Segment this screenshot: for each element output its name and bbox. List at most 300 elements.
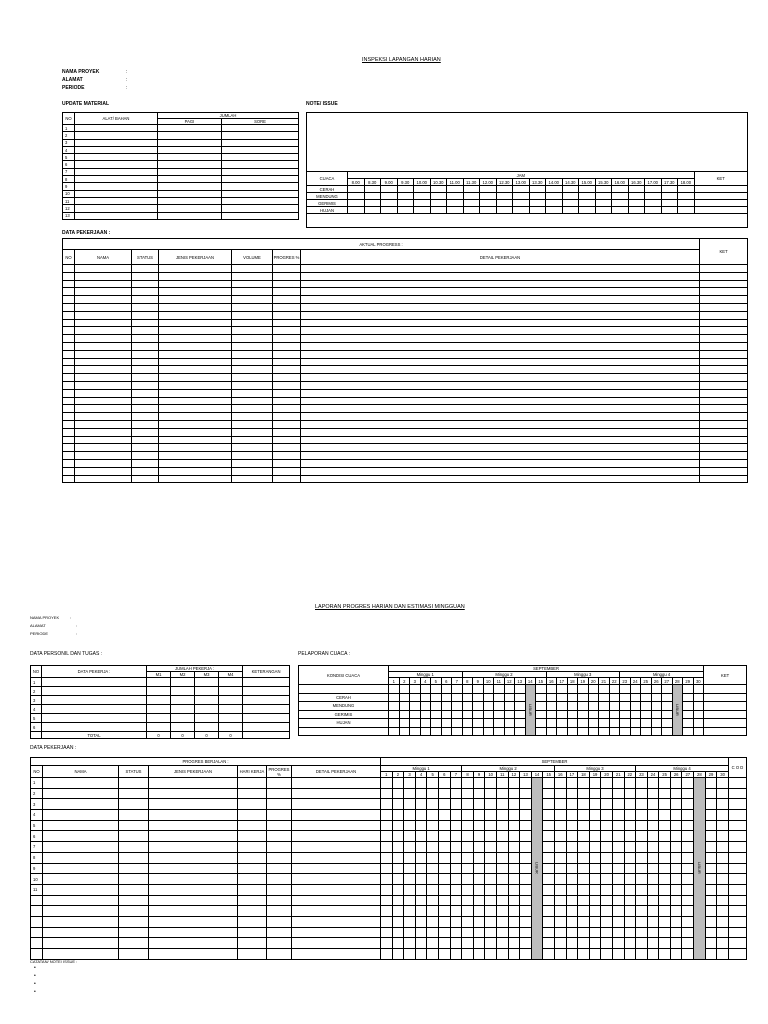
table-cell[interactable] — [546, 193, 563, 200]
table-cell[interactable] — [75, 139, 158, 146]
table-cell[interactable] — [132, 303, 159, 311]
table-cell[interactable] — [75, 397, 132, 405]
table-cell[interactable] — [554, 874, 566, 885]
table-cell[interactable] — [485, 927, 497, 938]
table-cell[interactable] — [567, 702, 578, 711]
table-cell[interactable] — [515, 685, 526, 694]
table-cell[interactable] — [661, 207, 678, 214]
table-cell[interactable] — [480, 193, 497, 200]
table-cell[interactable] — [427, 874, 439, 885]
table-cell[interactable] — [132, 319, 159, 327]
table-cell[interactable] — [149, 842, 238, 853]
table-cell[interactable] — [624, 831, 636, 842]
table-cell[interactable] — [149, 938, 238, 949]
table-cell[interactable] — [159, 381, 232, 389]
table-cell[interactable] — [43, 949, 119, 960]
table-cell[interactable] — [399, 693, 410, 702]
table-cell[interactable] — [171, 714, 195, 723]
table-cell[interactable] — [473, 778, 485, 789]
table-cell[interactable] — [63, 459, 75, 467]
table-cell[interactable] — [404, 852, 416, 863]
table-cell[interactable] — [119, 810, 149, 821]
table-cell[interactable] — [485, 916, 497, 927]
table-cell[interactable] — [678, 207, 695, 214]
table-cell[interactable] — [578, 693, 589, 702]
table-cell[interactable] — [158, 205, 222, 212]
table-cell[interactable] — [609, 710, 620, 719]
table-cell[interactable] — [566, 938, 578, 949]
table-cell[interactable] — [404, 895, 416, 906]
table-cell[interactable] — [589, 831, 601, 842]
table-cell[interactable] — [381, 916, 393, 927]
table-cell[interactable] — [364, 193, 381, 200]
table-cell[interactable] — [636, 916, 648, 927]
table-cell[interactable] — [589, 884, 601, 895]
table-cell[interactable] — [700, 342, 748, 350]
table-cell[interactable] — [158, 154, 222, 161]
table-cell[interactable] — [480, 200, 497, 207]
table-cell[interactable] — [705, 895, 717, 906]
table-cell[interactable] — [494, 710, 505, 719]
table-cell[interactable] — [292, 895, 381, 906]
table-cell[interactable] — [414, 193, 431, 200]
table-cell[interactable] — [63, 288, 75, 296]
table-cell[interactable] — [636, 778, 648, 789]
table-cell[interactable] — [219, 723, 243, 732]
table-cell[interactable] — [427, 820, 439, 831]
table-cell[interactable] — [301, 366, 700, 374]
table-cell[interactable] — [647, 842, 659, 853]
table-cell[interactable] — [119, 778, 149, 789]
table-cell[interactable] — [670, 788, 682, 799]
table-cell[interactable] — [222, 125, 299, 132]
table-cell[interactable] — [63, 467, 75, 475]
table-cell[interactable] — [473, 895, 485, 906]
table-cell[interactable] — [645, 186, 662, 193]
table-cell[interactable] — [645, 193, 662, 200]
table-cell[interactable] — [659, 863, 671, 874]
table-cell[interactable] — [410, 719, 421, 728]
table-cell[interactable] — [427, 906, 439, 917]
table-cell[interactable] — [504, 702, 515, 711]
table-cell[interactable] — [149, 874, 238, 885]
table-cell[interactable] — [515, 710, 526, 719]
table-cell[interactable] — [578, 810, 590, 821]
table-cell[interactable] — [273, 467, 301, 475]
table-cell[interactable] — [273, 319, 301, 327]
table-cell[interactable] — [578, 831, 590, 842]
table-cell[interactable] — [171, 678, 195, 687]
table-cell[interactable] — [682, 863, 694, 874]
table-cell[interactable] — [381, 799, 393, 810]
table-cell[interactable] — [694, 186, 747, 193]
table-cell[interactable] — [494, 685, 505, 694]
table-cell[interactable] — [661, 186, 678, 193]
table-cell[interactable] — [562, 207, 579, 214]
table-cell[interactable] — [473, 719, 484, 728]
table-cell[interactable] — [219, 696, 243, 705]
table-cell[interactable] — [42, 678, 147, 687]
table-cell[interactable] — [693, 727, 704, 736]
table-cell[interactable] — [452, 693, 463, 702]
table-cell[interactable] — [439, 874, 451, 885]
table-cell[interactable] — [222, 154, 299, 161]
table-cell[interactable] — [159, 288, 232, 296]
table-cell[interactable] — [159, 413, 232, 421]
table-cell[interactable] — [43, 810, 119, 821]
table-cell[interactable] — [728, 949, 746, 960]
table-cell[interactable] — [554, 820, 566, 831]
table-cell[interactable] — [392, 884, 404, 895]
table-cell[interactable] — [381, 927, 393, 938]
table-cell[interactable] — [630, 693, 641, 702]
table-cell[interactable] — [292, 842, 381, 853]
table-cell[interactable] — [543, 949, 555, 960]
table-cell[interactable] — [659, 842, 671, 853]
table-cell[interactable] — [513, 193, 530, 200]
table-cell[interactable] — [75, 265, 132, 273]
table-cell[interactable] — [132, 280, 159, 288]
table-cell[interactable] — [705, 927, 717, 938]
table-cell[interactable] — [473, 949, 485, 960]
table-cell[interactable] — [63, 420, 75, 428]
table-cell[interactable] — [267, 884, 292, 895]
table-cell[interactable] — [447, 186, 464, 193]
table-cell[interactable] — [158, 161, 222, 168]
table-cell[interactable] — [171, 723, 195, 732]
table-cell[interactable] — [700, 358, 748, 366]
table-cell[interactable] — [381, 186, 398, 193]
table-cell[interactable] — [566, 842, 578, 853]
table-cell[interactable] — [624, 884, 636, 895]
table-cell[interactable] — [222, 161, 299, 168]
table-cell[interactable] — [439, 799, 451, 810]
table-cell[interactable] — [273, 335, 301, 343]
table-cell[interactable] — [232, 475, 273, 483]
table-cell[interactable] — [557, 710, 568, 719]
table-cell[interactable] — [682, 852, 694, 863]
table-cell[interactable] — [636, 895, 648, 906]
table-cell[interactable] — [63, 366, 75, 374]
table-cell[interactable] — [620, 719, 631, 728]
table-cell[interactable] — [119, 949, 149, 960]
table-cell[interactable] — [694, 207, 747, 214]
table-cell[interactable] — [588, 685, 599, 694]
table-cell[interactable] — [222, 146, 299, 153]
table-cell[interactable] — [273, 296, 301, 304]
table-cell[interactable] — [415, 820, 427, 831]
table-cell[interactable] — [682, 820, 694, 831]
table-cell[interactable] — [75, 311, 132, 319]
table-cell[interactable] — [520, 927, 532, 938]
table-cell[interactable] — [232, 467, 273, 475]
table-cell[interactable] — [75, 366, 132, 374]
table-cell[interactable] — [647, 852, 659, 863]
table-cell[interactable] — [75, 358, 132, 366]
table-cell[interactable] — [158, 139, 222, 146]
table-cell[interactable] — [595, 186, 612, 193]
table-cell[interactable] — [682, 949, 694, 960]
table-cell[interactable] — [543, 916, 555, 927]
table-cell[interactable] — [624, 927, 636, 938]
table-cell[interactable] — [75, 190, 158, 197]
table-cell[interactable] — [392, 916, 404, 927]
table-cell[interactable] — [222, 139, 299, 146]
table-cell[interactable] — [473, 831, 485, 842]
table-cell[interactable] — [659, 884, 671, 895]
table-cell[interactable] — [159, 280, 232, 288]
table-cell[interactable] — [717, 916, 729, 927]
table-cell[interactable] — [404, 927, 416, 938]
table-cell[interactable] — [589, 938, 601, 949]
table-cell[interactable] — [159, 342, 232, 350]
table-cell[interactable] — [392, 863, 404, 874]
table-cell[interactable] — [504, 710, 515, 719]
table-cell[interactable] — [717, 852, 729, 863]
table-cell[interactable] — [578, 719, 589, 728]
table-cell[interactable] — [243, 723, 290, 732]
table-cell[interactable] — [628, 207, 645, 214]
table-cell[interactable] — [63, 475, 75, 483]
table-cell[interactable] — [159, 265, 232, 273]
table-cell[interactable] — [659, 895, 671, 906]
table-cell[interactable] — [636, 906, 648, 917]
table-cell[interactable] — [348, 200, 365, 207]
table-cell[interactable] — [75, 420, 132, 428]
table-cell[interactable] — [301, 335, 700, 343]
table-cell[interactable] — [348, 207, 365, 214]
table-cell[interactable] — [589, 852, 601, 863]
table-cell[interactable] — [578, 884, 590, 895]
table-cell[interactable] — [149, 778, 238, 789]
table-cell[interactable] — [670, 874, 682, 885]
table-cell[interactable] — [670, 906, 682, 917]
table-cell[interactable] — [589, 906, 601, 917]
table-cell[interactable] — [301, 272, 700, 280]
table-cell[interactable] — [647, 831, 659, 842]
table-cell[interactable] — [301, 350, 700, 358]
table-cell[interactable] — [520, 863, 532, 874]
table-cell[interactable] — [348, 193, 365, 200]
table-cell[interactable] — [508, 884, 520, 895]
table-cell[interactable] — [682, 831, 694, 842]
table-cell[interactable] — [63, 381, 75, 389]
table-cell[interactable] — [462, 852, 474, 863]
table-cell[interactable] — [624, 778, 636, 789]
table-cell[interactable] — [420, 685, 431, 694]
table-cell[interactable] — [612, 831, 624, 842]
table-cell[interactable] — [624, 906, 636, 917]
table-cell[interactable] — [415, 916, 427, 927]
table-cell[interactable] — [238, 799, 267, 810]
table-cell[interactable] — [381, 884, 393, 895]
table-cell[interactable] — [243, 678, 290, 687]
table-cell[interactable] — [43, 863, 119, 874]
table-cell[interactable] — [222, 176, 299, 183]
table-cell[interactable] — [450, 906, 462, 917]
table-cell[interactable] — [546, 693, 557, 702]
table-cell[interactable] — [75, 436, 132, 444]
table-cell[interactable] — [536, 719, 547, 728]
table-cell[interactable] — [267, 916, 292, 927]
table-cell[interactable] — [232, 327, 273, 335]
table-cell[interactable] — [462, 810, 474, 821]
table-cell[interactable] — [75, 132, 158, 139]
table-cell[interactable] — [273, 280, 301, 288]
table-cell[interactable] — [599, 685, 610, 694]
table-cell[interactable] — [578, 820, 590, 831]
table-cell[interactable] — [267, 927, 292, 938]
table-cell[interactable] — [728, 831, 746, 842]
table-cell[interactable] — [636, 863, 648, 874]
table-cell[interactable] — [392, 820, 404, 831]
table-cell[interactable] — [662, 719, 673, 728]
table-cell[interactable] — [728, 842, 746, 853]
table-cell[interactable] — [450, 799, 462, 810]
table-cell[interactable] — [232, 358, 273, 366]
table-cell[interactable] — [238, 831, 267, 842]
table-cell[interactable] — [292, 810, 381, 821]
table-cell[interactable] — [171, 705, 195, 714]
table-cell[interactable] — [63, 452, 75, 460]
table-cell[interactable] — [485, 788, 497, 799]
table-cell[interactable] — [292, 788, 381, 799]
table-cell[interactable] — [420, 719, 431, 728]
table-cell[interactable] — [520, 938, 532, 949]
table-cell[interactable] — [43, 874, 119, 885]
table-cell[interactable] — [75, 288, 132, 296]
table-cell[interactable] — [473, 710, 484, 719]
table-cell[interactable] — [601, 949, 613, 960]
table-cell[interactable] — [63, 405, 75, 413]
table-cell[interactable] — [612, 852, 624, 863]
table-cell[interactable] — [496, 799, 508, 810]
table-cell[interactable] — [566, 799, 578, 810]
table-cell[interactable] — [636, 831, 648, 842]
table-cell[interactable] — [232, 444, 273, 452]
table-cell[interactable] — [420, 710, 431, 719]
table-cell[interactable] — [431, 727, 442, 736]
table-cell[interactable] — [620, 693, 631, 702]
table-cell[interactable] — [543, 874, 555, 885]
table-cell[interactable] — [636, 884, 648, 895]
table-cell[interactable] — [670, 820, 682, 831]
table-cell[interactable] — [158, 212, 222, 219]
table-cell[interactable] — [473, 810, 485, 821]
table-cell[interactable] — [612, 949, 624, 960]
table-cell[interactable] — [589, 820, 601, 831]
table-cell[interactable] — [473, 916, 485, 927]
table-cell[interactable] — [630, 702, 641, 711]
table-cell[interactable] — [578, 727, 589, 736]
table-cell[interactable] — [624, 938, 636, 949]
table-cell[interactable] — [612, 938, 624, 949]
table-cell[interactable] — [43, 938, 119, 949]
table-cell[interactable] — [508, 906, 520, 917]
table-cell[interactable] — [159, 374, 232, 382]
table-cell[interactable] — [381, 895, 393, 906]
table-cell[interactable] — [452, 719, 463, 728]
table-cell[interactable] — [292, 916, 381, 927]
table-cell[interactable] — [447, 207, 464, 214]
table-cell[interactable] — [232, 389, 273, 397]
table-cell[interactable] — [439, 884, 451, 895]
table-cell[interactable] — [273, 311, 301, 319]
table-cell[interactable] — [441, 719, 452, 728]
table-cell[interactable] — [450, 778, 462, 789]
table-cell[interactable] — [659, 874, 671, 885]
table-cell[interactable] — [624, 799, 636, 810]
table-cell[interactable] — [132, 350, 159, 358]
table-cell[interactable] — [238, 852, 267, 863]
table-cell[interactable] — [601, 820, 613, 831]
table-cell[interactable] — [427, 842, 439, 853]
table-cell[interactable] — [222, 132, 299, 139]
table-cell[interactable] — [546, 685, 557, 694]
table-cell[interactable] — [700, 420, 748, 428]
table-cell[interactable] — [159, 459, 232, 467]
table-cell[interactable] — [543, 842, 555, 853]
table-cell[interactable] — [119, 788, 149, 799]
table-cell[interactable] — [301, 444, 700, 452]
table-cell[interactable] — [399, 685, 410, 694]
table-cell[interactable] — [450, 863, 462, 874]
table-cell[interactable] — [397, 193, 414, 200]
table-cell[interactable] — [75, 154, 158, 161]
table-cell[interactable] — [700, 296, 748, 304]
table-cell[interactable] — [567, 710, 578, 719]
table-cell[interactable] — [132, 288, 159, 296]
table-cell[interactable] — [389, 702, 400, 711]
table-cell[interactable] — [543, 927, 555, 938]
table-cell[interactable] — [543, 863, 555, 874]
table-cell[interactable] — [441, 693, 452, 702]
table-cell[interactable] — [628, 193, 645, 200]
table-cell[interactable] — [292, 938, 381, 949]
table-cell[interactable] — [243, 705, 290, 714]
table-cell[interactable] — [195, 687, 219, 696]
table-cell[interactable] — [693, 693, 704, 702]
table-cell[interactable] — [480, 186, 497, 193]
table-cell[interactable] — [301, 280, 700, 288]
table-cell[interactable] — [700, 467, 748, 475]
table-cell[interactable] — [439, 820, 451, 831]
table-cell[interactable] — [414, 186, 431, 193]
table-cell[interactable] — [700, 311, 748, 319]
table-cell[interactable] — [647, 778, 659, 789]
table-cell[interactable] — [364, 200, 381, 207]
table-cell[interactable] — [452, 685, 463, 694]
table-cell[interactable] — [670, 799, 682, 810]
table-cell[interactable] — [149, 927, 238, 938]
table-cell[interactable] — [392, 949, 404, 960]
table-cell[interactable] — [462, 831, 474, 842]
table-cell[interactable] — [63, 413, 75, 421]
table-cell[interactable] — [119, 831, 149, 842]
table-cell[interactable] — [415, 949, 427, 960]
table-cell[interactable] — [554, 778, 566, 789]
table-cell[interactable] — [496, 200, 513, 207]
table-cell[interactable] — [647, 895, 659, 906]
table-cell[interactable] — [222, 190, 299, 197]
table-cell[interactable] — [158, 132, 222, 139]
table-cell[interactable] — [63, 303, 75, 311]
table-cell[interactable] — [546, 207, 563, 214]
table-cell[interactable] — [578, 852, 590, 863]
table-cell[interactable] — [75, 303, 132, 311]
table-cell[interactable] — [704, 727, 747, 736]
table-cell[interactable] — [601, 831, 613, 842]
